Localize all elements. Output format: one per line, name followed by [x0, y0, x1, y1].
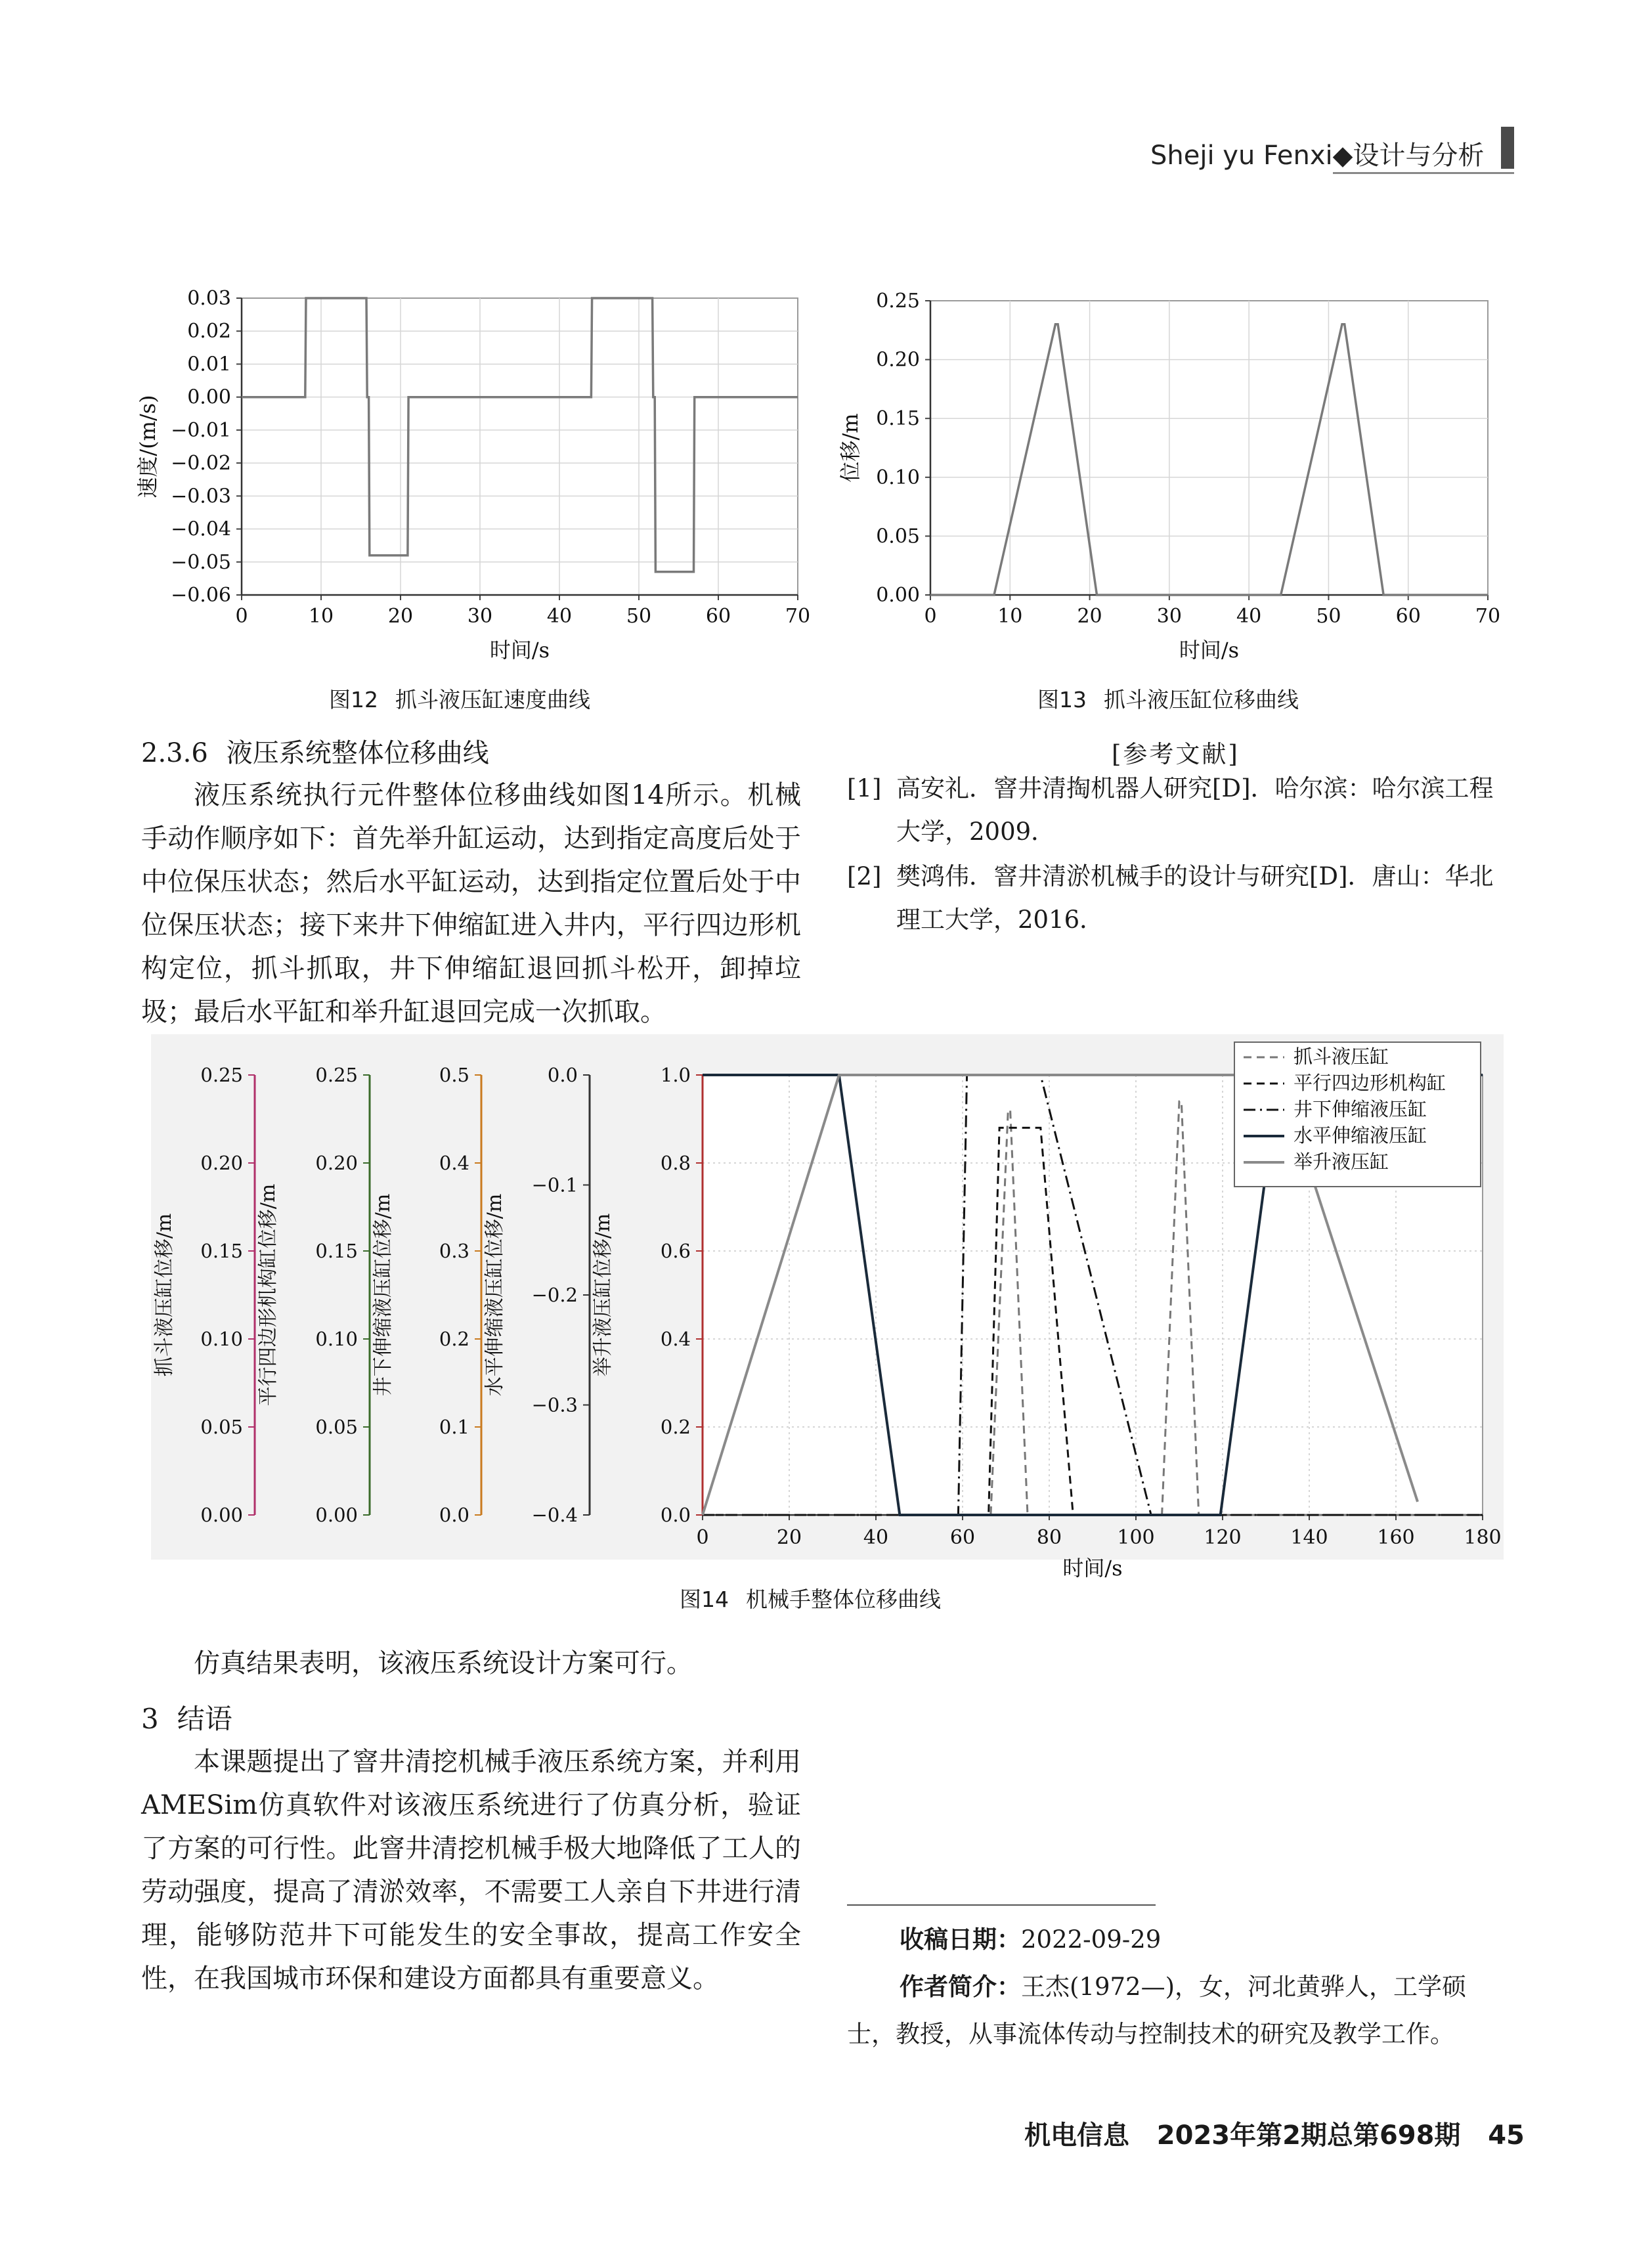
y-tick-label: 0.3	[439, 1240, 469, 1262]
x-tick-label: 50	[1316, 605, 1341, 628]
y-axis-label: 速度/(m/s)	[135, 395, 160, 498]
x-tick-label: 40	[1236, 605, 1262, 628]
y-tick-label: 0.05	[315, 1416, 358, 1438]
y-tick-label: −0.03	[171, 485, 231, 508]
x-tick-label: 100	[1117, 1526, 1155, 1549]
section-3-body	[141, 1740, 801, 2000]
sim-result-paragraph: 仿真结果表明，该液压系统设计方案可行。	[194, 1648, 693, 1678]
y-tick-label: 0.15	[876, 407, 920, 431]
reference-item	[847, 767, 1513, 854]
y-axis-label: 井下伸缩液压缸位移/m	[372, 1193, 395, 1397]
x-tick-label: 180	[1464, 1526, 1502, 1549]
x-axis-label: 时间/s	[1062, 1556, 1123, 1581]
x-tick-label: 20	[776, 1526, 802, 1549]
y-tick-label: 0.20	[315, 1152, 358, 1174]
author-label: 作者简介：	[900, 1973, 1021, 2001]
x-tick-label: 0	[696, 1526, 709, 1549]
footnote-rule	[847, 1904, 1156, 1906]
header-rule	[1333, 172, 1514, 174]
x-axis-label: 时间/s	[489, 638, 550, 663]
y-tick-label: 0.0	[439, 1504, 469, 1526]
author-text: 王杰(1972—)，女，河北黄骅人，工学硕士，教授，从事流体传动与控制技术的研究及教学工作。	[847, 1973, 1467, 2048]
references-title: [参考文献]	[1112, 740, 1240, 768]
x-tick-label: 40	[546, 605, 573, 628]
section-236-number: 2.3.6	[141, 738, 208, 768]
legend-label: 井下伸缩液压缸	[1293, 1098, 1427, 1120]
issue-info: 2023年第2期总第698期	[1156, 2120, 1461, 2151]
page-number: 45	[1488, 2120, 1525, 2151]
y-tick-label: −0.1	[531, 1173, 578, 1196]
received-date: 2022-09-29	[1021, 1925, 1162, 1954]
section-3-paragraph: 本课题提出了窨井清挖机械手液压系统方案，并利用AMESim仿真软件对该液压系统进行了仿真分析，验证了方案的可行性。此窨井清挖机械手极大地降低了工人的劳动强度，提高了清淤效率，不需要工人亲自下井进行清理，能够防范井下可能发生的安全事故，提高工作安全性，在我国城市环保和建设方面都具有重要意义。	[141, 1747, 801, 1994]
y-tick-label: 0.05	[876, 525, 920, 548]
x-tick-label: 20	[387, 605, 414, 628]
y-tick-label: −0.02	[171, 452, 231, 475]
y-axis-label: 举升液压缸位移/m	[592, 1213, 615, 1377]
legend-label: 水平伸缩液压缸	[1293, 1124, 1427, 1147]
section-3-title: 结语	[177, 1703, 232, 1735]
header-pinyin: Sheji yu Fenxi	[1150, 141, 1333, 171]
section-3-number: 3	[141, 1703, 159, 1735]
x-tick-label: 140	[1290, 1526, 1328, 1549]
y-tick-label: 0.05	[200, 1416, 243, 1438]
fig14-title: 机械手整体位移曲线	[746, 1587, 941, 1612]
section-236-body	[141, 774, 801, 1034]
y-tick-label: 0.4	[439, 1152, 469, 1174]
y-tick-label: −0.06	[171, 584, 231, 607]
y-axis-label: 抓斗液压缸位移/m	[153, 1213, 176, 1377]
y-tick-label: 0.25	[315, 1064, 358, 1086]
y-tick-label: 0.6	[660, 1240, 691, 1262]
received-label: 收稿日期：	[900, 1925, 1021, 1954]
fig13-title: 抓斗液压缸位移曲线	[1104, 687, 1299, 712]
page-footer	[1024, 2115, 1525, 2152]
y-tick-label: 0.00	[187, 385, 231, 409]
section-236-title: 液压系统整体位移曲线	[226, 738, 489, 768]
y-tick-label: 0.2	[439, 1328, 469, 1350]
header-block	[1501, 127, 1514, 169]
fig12-chart	[131, 276, 821, 683]
x-tick-label: 160	[1377, 1526, 1415, 1549]
y-tick-label: 0.2	[660, 1416, 691, 1438]
y-tick-label: 0.4	[660, 1328, 691, 1350]
fig12-caption	[329, 683, 590, 714]
running-header	[1150, 135, 1484, 172]
footnote-received	[900, 1916, 1161, 1963]
y-tick-label: −0.01	[171, 418, 231, 442]
x-tick-label: 60	[705, 605, 731, 628]
y-tick-label: −0.2	[531, 1284, 578, 1306]
fig14-number: 图14	[680, 1587, 729, 1612]
y-tick-label: 0.0	[547, 1064, 578, 1086]
reference-number: [2]	[847, 862, 882, 890]
y-tick-label: −0.04	[171, 517, 231, 541]
y-tick-label: 0.00	[315, 1504, 358, 1526]
y-tick-label: 0.20	[200, 1152, 243, 1174]
legend-label: 平行四边形机构缸	[1293, 1072, 1446, 1094]
fig12-number: 图12	[329, 687, 378, 712]
reference-number: [1]	[847, 774, 882, 802]
x-axis-label: 时间/s	[1179, 638, 1240, 663]
x-tick-label: 70	[1475, 605, 1501, 628]
plot-area	[242, 298, 798, 595]
y-axis-label: 位移/m	[838, 413, 863, 483]
reference-text: 高安礼．窨井清掏机器人研究[D]．哈尔滨：哈尔滨工程大学，2009．	[896, 774, 1494, 846]
y-tick-label: 0.01	[187, 353, 231, 376]
diamond-icon: ◆	[1332, 141, 1353, 171]
x-tick-label: 40	[863, 1526, 889, 1549]
x-tick-label: 60	[1395, 605, 1421, 628]
fig13-chart	[834, 276, 1501, 683]
y-tick-label: −0.3	[531, 1393, 578, 1416]
section-3-heading	[141, 1698, 232, 1737]
fig12-title: 抓斗液压缸速度曲线	[395, 687, 590, 712]
journal-name: 机电信息	[1024, 2120, 1129, 2151]
fig14-chart	[151, 1034, 1504, 1581]
y-tick-label: −0.4	[531, 1504, 578, 1526]
y-tick-label: 0.02	[187, 320, 231, 343]
footnote-author	[847, 1963, 1513, 2058]
y-tick-label: 0.00	[876, 584, 920, 607]
x-tick-label: 30	[467, 605, 493, 628]
y-tick-label: 0.03	[187, 287, 231, 310]
y-tick-label: 0.15	[200, 1240, 243, 1262]
legend-label: 举升液压缸	[1293, 1150, 1389, 1173]
reference-item	[847, 855, 1513, 942]
x-tick-label: 10	[997, 605, 1023, 628]
y-tick-label: 0.10	[315, 1328, 358, 1350]
reference-text: 樊鸿伟．窨井清淤机械手的设计与研究[D]．唐山：华北理工大学，2016．	[896, 862, 1494, 934]
y-axis-label: 水平伸缩液压缸位移/m	[483, 1193, 506, 1397]
y-tick-label: 0.10	[876, 466, 920, 489]
y-tick-label: 0.00	[200, 1504, 243, 1526]
x-tick-label: 70	[785, 605, 811, 628]
x-tick-label: 10	[308, 605, 334, 628]
x-tick-label: 20	[1077, 605, 1102, 628]
legend-label: 抓斗液压缸	[1293, 1045, 1389, 1068]
plot-area	[930, 301, 1488, 595]
y-tick-label: −0.05	[171, 550, 231, 574]
fig14-caption	[680, 1583, 941, 1613]
y-tick-label: 0.25	[200, 1064, 243, 1086]
y-tick-label: 0.5	[439, 1064, 469, 1086]
x-tick-label: 60	[949, 1526, 976, 1549]
x-tick-label: 30	[1156, 605, 1182, 628]
x-tick-label: 0	[924, 605, 937, 628]
x-tick-label: 0	[235, 605, 248, 628]
y-tick-label: 0.0	[660, 1504, 691, 1526]
fig13-caption	[1037, 683, 1299, 714]
y-tick-label: 0.8	[660, 1152, 691, 1174]
sim-result-text	[141, 1642, 1389, 1685]
y-tick-label: 0.15	[315, 1240, 358, 1262]
y-tick-label: 0.20	[876, 348, 920, 372]
section-236-heading	[141, 732, 489, 770]
y-tick-label: 1.0	[660, 1064, 691, 1086]
y-tick-label: 0.25	[876, 290, 920, 313]
section-236-paragraph: 液压系统执行元件整体位移曲线如图14所示。机械手动作顺序如下：首先举升缸运动，达到指定高度后处于中位保压状态；然后水平缸运动，达到指定位置后处于中位保压状态；接下来井下伸缩缸进入井内，平行四边形机构定位，抓斗抓取，井下伸缩缸退回抓斗松开，卸掉垃圾；最后水平缸和举升缸退回完成一次抓取。	[141, 780, 801, 1027]
fig13-number: 图13	[1037, 687, 1087, 712]
y-tick-label: 0.1	[439, 1416, 469, 1438]
y-tick-label: 0.10	[200, 1328, 243, 1350]
header-column: 设计与分析	[1353, 141, 1485, 171]
x-tick-label: 120	[1204, 1526, 1242, 1549]
y-axis-label: 平行四边形机构缸位移/m	[257, 1183, 280, 1407]
x-tick-label: 80	[1036, 1526, 1062, 1549]
x-tick-label: 50	[626, 605, 652, 628]
